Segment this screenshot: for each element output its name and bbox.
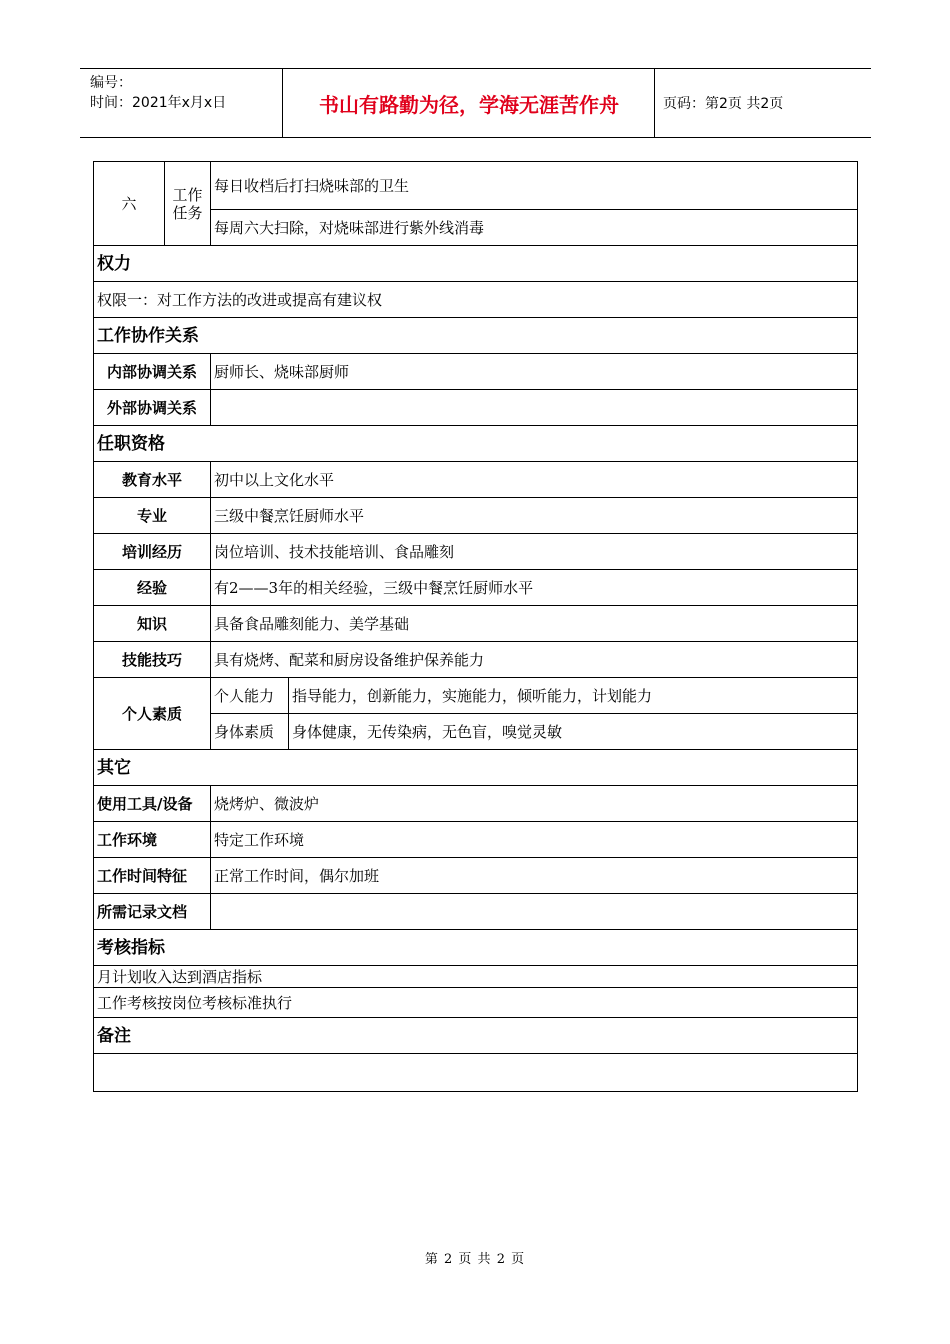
task-item: 每日收档后打扫烧味部的卫生 xyxy=(211,162,858,210)
other-row xyxy=(94,894,858,930)
qualification-value: 有2——3年的相关经验，三级中餐烹饪厨师水平 xyxy=(211,570,858,606)
section-header xyxy=(94,246,858,282)
personal-quality-sublabel: 身体素质 xyxy=(211,714,289,750)
qualification-row xyxy=(94,462,858,498)
remarks-value xyxy=(94,1054,858,1092)
qualification-label: 专业 xyxy=(94,498,211,534)
qualification-value: 三级中餐烹饪厨师水平 xyxy=(211,498,858,534)
page-footer: 第 2 页 共 2 页 xyxy=(424,1252,526,1267)
other-value xyxy=(211,894,858,930)
number-label: 编号： xyxy=(90,75,132,91)
external-coordination-value xyxy=(211,390,858,426)
coordination-row xyxy=(94,390,858,426)
other-label: 所需记录文档 xyxy=(94,894,211,930)
authority-title: 权力 xyxy=(94,246,858,282)
personal-quality-value: 指导能力，创新能力，实施能力，倾听能力，计划能力 xyxy=(289,678,858,714)
assessment-item: 工作考核按岗位考核标准执行 xyxy=(94,988,858,1018)
qualification-row xyxy=(94,498,858,534)
other-value: 特定工作环境 xyxy=(211,822,858,858)
task-section-number: 六 xyxy=(94,162,165,246)
personal-quality-sublabel: 个人能力 xyxy=(211,678,289,714)
other-value: 正常工作时间，偶尔加班 xyxy=(211,858,858,894)
qualification-label: 技能技巧 xyxy=(94,642,211,678)
section-header xyxy=(94,426,858,462)
task-row xyxy=(94,162,858,210)
external-coordination-label: 外部协调关系 xyxy=(94,390,211,426)
authority-row xyxy=(94,282,858,318)
task-item: 每周六大扫除，对烧味部进行紫外线消毒 xyxy=(211,210,858,246)
personal-quality-label: 个人素质 xyxy=(94,678,211,750)
qualification-row xyxy=(94,606,858,642)
qualification-row xyxy=(94,642,858,678)
header-page-label: 页码：第2页 共2页 xyxy=(663,96,784,112)
section-header xyxy=(94,750,858,786)
qualification-value: 具有烧烤、配菜和厨房设备维护保养能力 xyxy=(211,642,858,678)
qualification-label: 知识 xyxy=(94,606,211,642)
header-motto: 书山有路勤为径，学海无涯苦作舟 xyxy=(319,92,619,117)
qualification-label: 培训经历 xyxy=(94,534,211,570)
other-row xyxy=(94,786,858,822)
section-header xyxy=(94,1018,858,1054)
authority-item: 权限一：对工作方法的改进或提高有建议权 xyxy=(94,282,858,318)
other-value: 烧烤炉、微波炉 xyxy=(211,786,858,822)
page-header xyxy=(80,68,871,138)
other-row xyxy=(94,822,858,858)
internal-coordination-value: 厨师长、烧味部厨师 xyxy=(211,354,858,390)
qualification-label: 教育水平 xyxy=(94,462,211,498)
qualification-value: 岗位培训、技术技能培训、食品雕刻 xyxy=(211,534,858,570)
header-divider xyxy=(654,69,655,137)
internal-coordination-label: 内部协调关系 xyxy=(94,354,211,390)
remarks-title: 备注 xyxy=(94,1018,858,1054)
header-left xyxy=(90,73,226,113)
other-title: 其它 xyxy=(94,750,858,786)
qualification-value: 具备食品雕刻能力、美学基础 xyxy=(211,606,858,642)
other-label: 工作时间特征 xyxy=(94,858,211,894)
other-label: 工作环境 xyxy=(94,822,211,858)
job-description-table xyxy=(93,161,858,1092)
other-row xyxy=(94,858,858,894)
assessment-row xyxy=(94,966,858,988)
header-divider xyxy=(282,69,283,137)
coordination-title: 工作协作关系 xyxy=(94,318,858,354)
qualification-label: 经验 xyxy=(94,570,211,606)
qualification-row xyxy=(94,570,858,606)
qualification-value: 初中以上文化水平 xyxy=(211,462,858,498)
date-label: 时间：2021年x月x日 xyxy=(90,95,227,111)
task-label: 工作任务 xyxy=(165,162,211,246)
other-label: 使用工具/设备 xyxy=(94,786,211,822)
assessment-row xyxy=(94,988,858,1018)
coordination-row xyxy=(94,354,858,390)
qualification-title: 任职资格 xyxy=(94,426,858,462)
section-header xyxy=(94,930,858,966)
personal-quality-value: 身体健康，无传染病，无色盲，嗅觉灵敏 xyxy=(289,714,858,750)
personal-quality-row xyxy=(94,678,858,714)
qualification-row xyxy=(94,534,858,570)
remarks-row xyxy=(94,1054,858,1092)
assessment-item: 月计划收入达到酒店指标 xyxy=(94,966,858,988)
assessment-title: 考核指标 xyxy=(94,930,858,966)
section-header xyxy=(94,318,858,354)
